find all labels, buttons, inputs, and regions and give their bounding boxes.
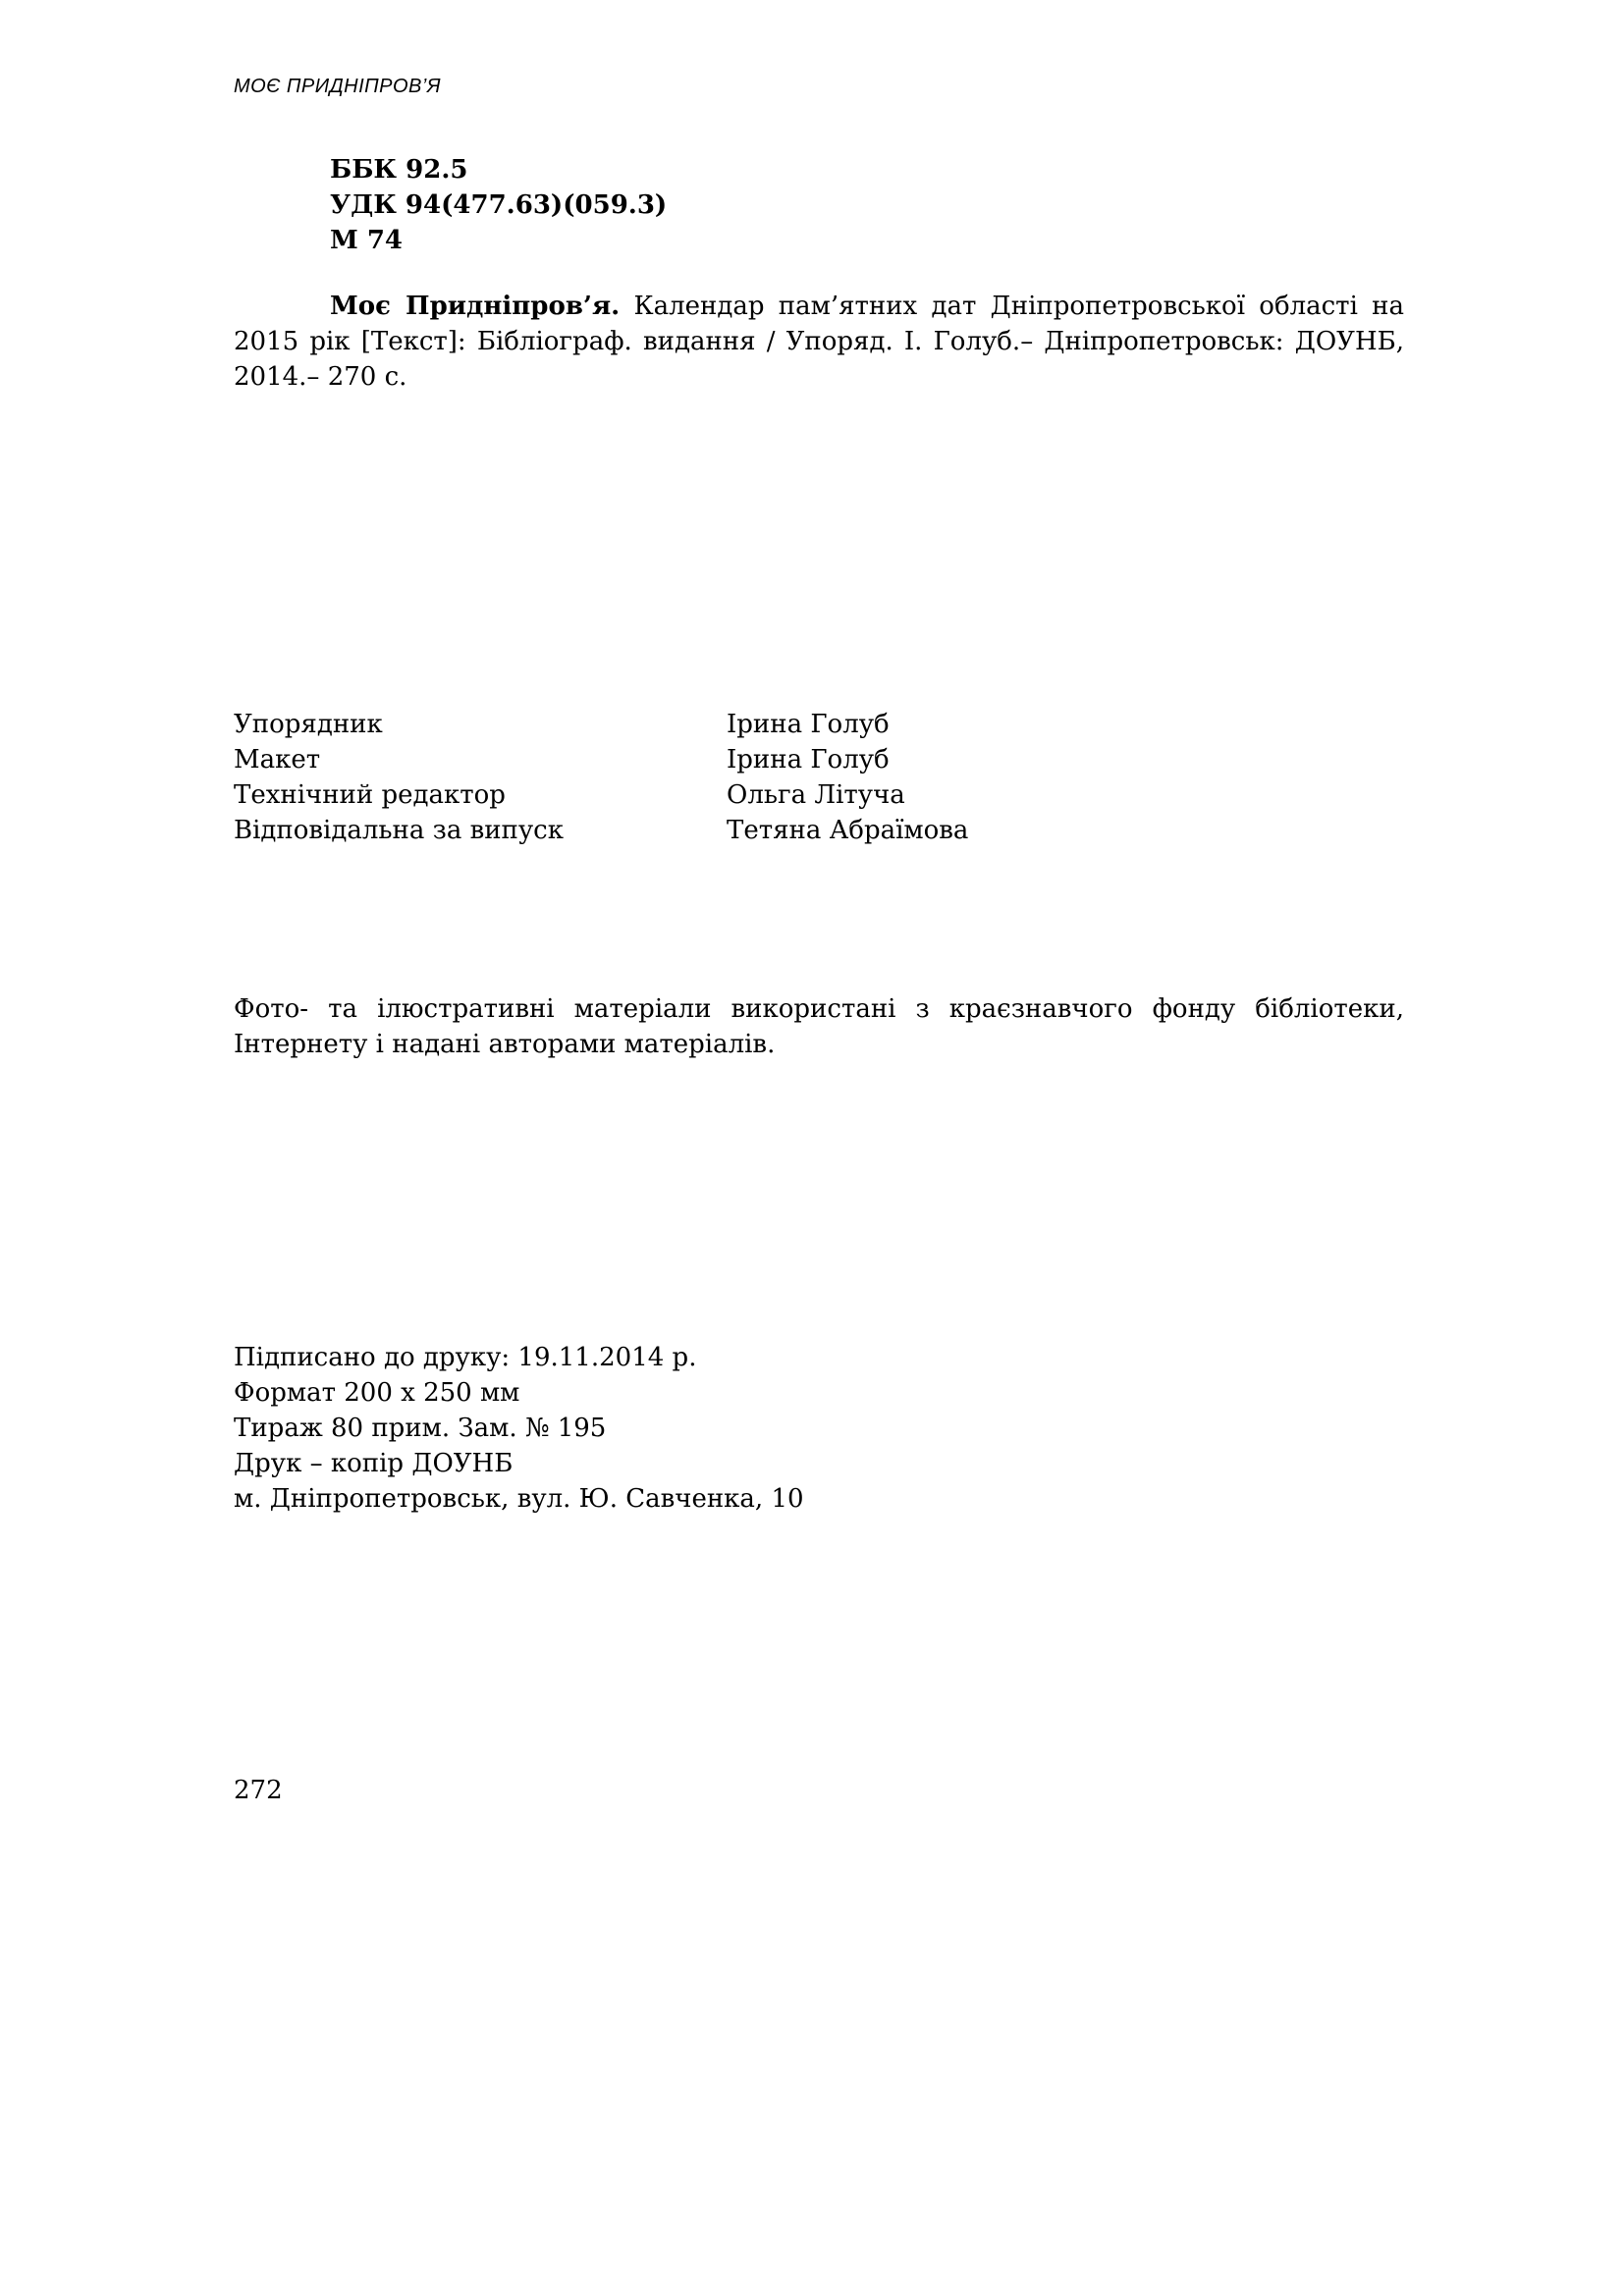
imprint-line: Формат 200 х 250 мм (234, 1378, 520, 1408)
description-text: Календар пам’ятних дат Дніпропетровської області на 2015 рік [Текст]: Бібліограф. видання / Упоряд. І. Голуб.– Дніпропетровськ: ДОУНБ, 2014.– 270 с. (234, 292, 1404, 392)
credit-row (234, 813, 968, 848)
credit-role: Макет (234, 745, 321, 774)
credit-row (234, 707, 968, 742)
publication-title: Моє Придніпров’я. (330, 292, 621, 321)
credit-row (234, 742, 968, 777)
credit-name: Ольга Літуча (727, 780, 905, 810)
illustrations-note: Фото- та ілюстративні матеріали використані з краєзнавчого фонду бібліотеки, Інтернету і надані авторами матеріалів. (234, 994, 1404, 1059)
imprint-line: Друк – копір ДОУНБ (234, 1449, 514, 1478)
credit-name: Ірина Голуб (727, 745, 890, 774)
imprint-block (234, 1340, 804, 1517)
credit-role: Технічний редактор (234, 780, 506, 810)
credits-list (234, 707, 968, 848)
credit-name: Тетяна Абраїмова (727, 816, 969, 845)
author-mark: М 74 (330, 226, 404, 255)
udk-code: УДК 94(477.63)(059.3) (330, 190, 668, 220)
credit-row (234, 777, 968, 813)
credit-role: Упорядник (234, 710, 383, 739)
page-number: 272 (234, 1776, 283, 1805)
credit-name: Ірина Голуб (727, 710, 890, 739)
imprint-line: Тираж 80 прим. Зам. № 195 (234, 1414, 607, 1443)
imprint-line: м. Дніпропетровськ, вул. Ю. Савченка, 10 (234, 1484, 804, 1514)
running-header: МОЄ ПРИДНІПРОВ’Я (234, 76, 441, 97)
imprint-line: Підписано до друку: 19.11.2014 р. (234, 1343, 697, 1372)
bbk-code: ББК 92.5 (330, 155, 468, 185)
bibliographic-description (234, 289, 1404, 395)
credit-role: Відповідальна за випуск (234, 816, 564, 845)
classification-codes (330, 152, 667, 258)
